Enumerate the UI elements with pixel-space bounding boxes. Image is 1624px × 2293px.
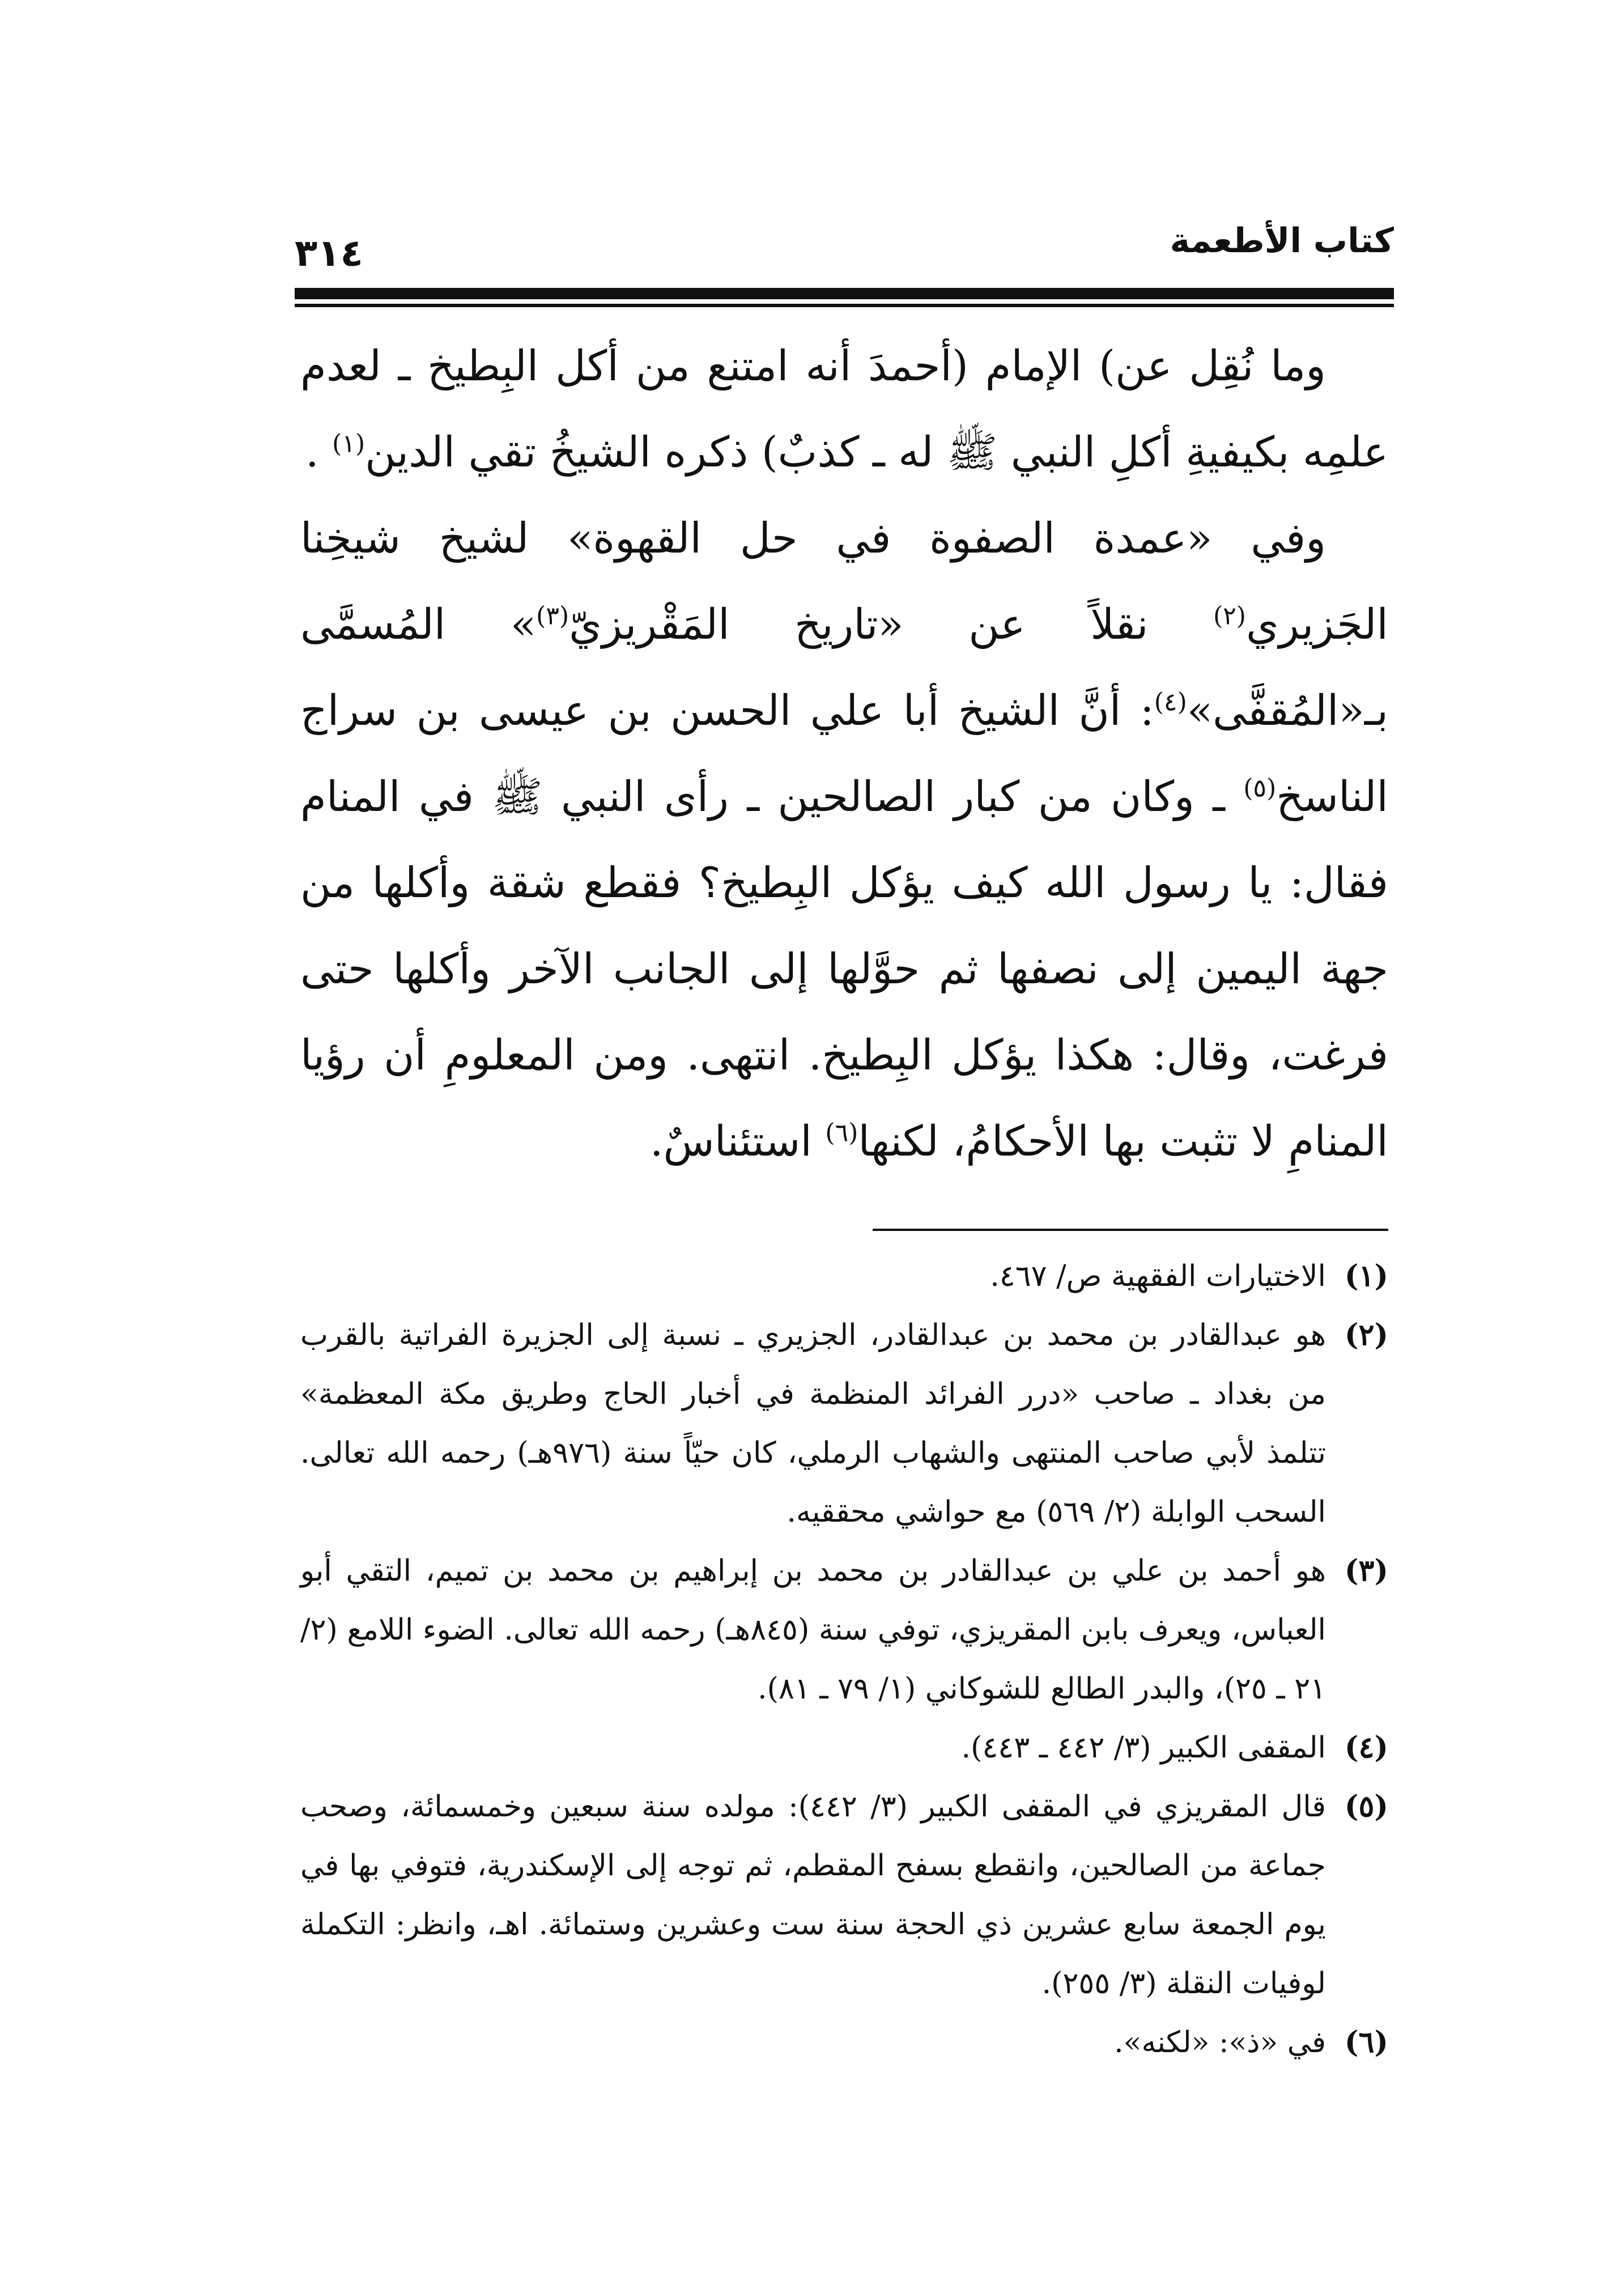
- footnote-ref-6: (٦): [825, 1118, 858, 1148]
- header-rule-thin: [295, 304, 1394, 307]
- footnote-ref-1: (١): [332, 429, 365, 458]
- running-header: [295, 215, 1394, 283]
- footnote-ref-4: (٤): [1154, 687, 1187, 717]
- footnote-ref-2: (٢): [1213, 601, 1246, 631]
- header-rule-thick: [295, 288, 1394, 299]
- footnote-2: [300, 1306, 1388, 1542]
- footnote-text: المقفى الكبير (٣/ ٤٤٢ ـ ٤٤٣).: [961, 1731, 1326, 1765]
- footnote-text: قال المقريزي في المقفى الكبير (٣/ ٤٤٢): مولده سنة سبعين وخمسمائة، وصحب جماعة من الصالحين، وانقطع بسفح المقطم، ثم توجه إلى الإسكندرية، فتوفي بها في يوم الجمعة سابع عشرين ذي الحجة سنة ست وعشرين وستمائة. اهـ، وانظر: التكملة لوفيات النقلة (٣/ ٢٥٥).: [300, 1790, 1326, 2001]
- footnote-text: الاختيارات الفقهية ص/ ٤٦٧.: [990, 1259, 1326, 1293]
- paragraph-2: [300, 495, 1388, 1184]
- footnote-3: [300, 1542, 1388, 1718]
- main-text: [300, 323, 1388, 1184]
- paragraph-text: نقلاً عن «تاريخ المَقْريزيّ: [569, 600, 1213, 649]
- footnote-number: (١): [1344, 1259, 1388, 1293]
- paragraph-text: » المُسمَّى بـ«المُقفَّى»: [300, 600, 1388, 735]
- footnote-ref-3: (٣): [536, 601, 569, 631]
- book-title: كتاب الأطعمة: [1170, 221, 1394, 261]
- footnote-4: [300, 1718, 1388, 1777]
- footnote-separator: [873, 1229, 1388, 1231]
- page-number: ٣١٤: [295, 231, 363, 275]
- footnote-text: هو أحمد بن علي بن عبدالقادر بن محمد بن إبراهيم بن محمد بن تميم، التقي أبو العباس، ويعرف بابن المقريزي، توفي سنة (٨٤٥هـ) رحمه الله تعالى. الضوء اللامع (٢/ ٢١ ـ ٢٥)، والبدر الطالع للشوكاني (١/ ٧٩ ـ ٨١).: [300, 1554, 1326, 1706]
- footnote-number: (٥): [1344, 1789, 1388, 1824]
- footnote-6: [300, 2013, 1388, 2072]
- paragraph-text: استئناسٌ.: [649, 1117, 826, 1166]
- footnote-5: [300, 1777, 1388, 2013]
- footnote-1: [300, 1247, 1388, 1306]
- paragraph-1: [300, 323, 1388, 495]
- paragraph-text: وفي «عمدة الصفوة في حل القهوة» لشيخ شيخِنا الجَزيري: [300, 514, 1388, 649]
- footnote-text: هو عبدالقادر بن محمد بن عبدالقادر، الجزيري ـ نسبة إلى الجزيرة الفراتية بالقرب من بغداد ـ صاحب «درر الفرائد المنظمة في أخبار الحاج وطريق مكة المعظمة» تتلمذ لأبي صاحب المنتهى والشهاب الرملي، كان حيّاً سنة (٩٧٦هـ) رحمه الله تعالى. السحب الوابلة (٢/ ٥٦٩) مع حواشي محققيه.: [300, 1318, 1326, 1529]
- footnote-ref-5: (٥): [1243, 774, 1277, 803]
- footnote-text: في «ذ»: «لكنه».: [1114, 2026, 1326, 2060]
- footnote-number: (٣): [1344, 1553, 1388, 1588]
- footnote-number: (٦): [1344, 2025, 1388, 2060]
- paragraph-text: : أنَّ الشيخ أبا علي الحسن بن عيسى بن سراج الناسخ: [300, 686, 1388, 821]
- paragraph-text: ـ وكان من كبار الصالحين ـ رأى النبي ﷺ في المنام فقال: يا رسول الله كيف يؤكل البِطيخ؟ فقطع شقة وأكلها من جهة اليمين إلى نصفها ثم حوَّلها إلى الجانب الآخر وأكلها حتى فرغت، وقال: هكذا يؤكل البِطيخ. انتهى. ومن المعلومِ أن رؤيا المنامِ لا تثبت بها الأحكامُ، لكنها: [300, 772, 1388, 1166]
- footnotes: [300, 1247, 1388, 2072]
- footnote-number: (٤): [1344, 1730, 1388, 1765]
- paragraph-text: .: [305, 428, 333, 477]
- paragraph-text: وما نُقِل عن) الإمام (أحمدَ أنه امتنع من أكل البِطيخ ـ لعدم علمِه بكيفيةِ أكلِ النبي ﷺ له ـ كذبٌ) ذكره الشيخُ تقي الدين: [300, 342, 1388, 477]
- footnote-number: (٢): [1344, 1318, 1388, 1352]
